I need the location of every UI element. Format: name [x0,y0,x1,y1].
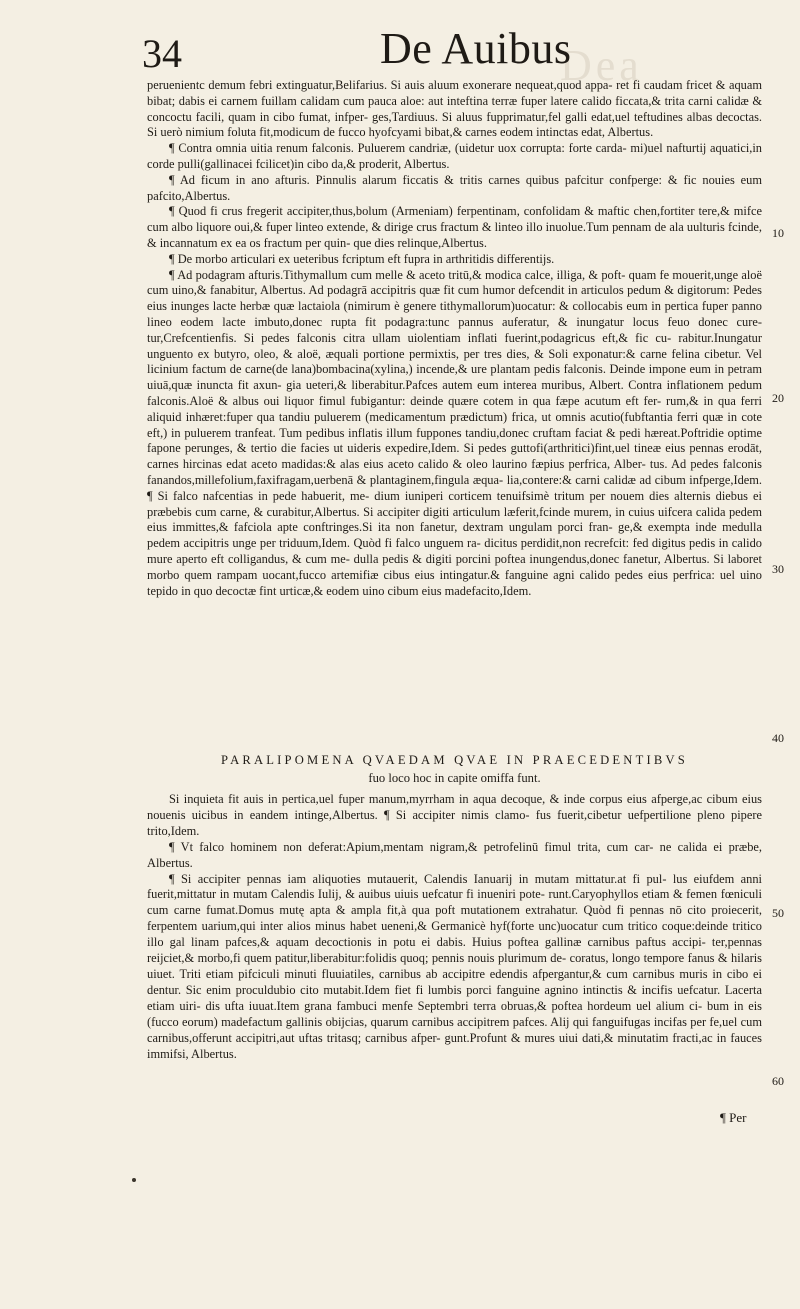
main-text [147,78,762,599]
margin-line-number: 60 [772,1074,784,1088]
supplement-text [147,792,762,1062]
catchword: ¶ Per [720,1110,747,1125]
paragraph: ¶ Si accipiter pennas iam aliquoties mutauerit, Calendis Ianuarij in mutam mittatur.at fi pul- lus eiufdem anni fuerit,mittatur in mutam Calendis Iulij, & auibus uiuis uefcatur fi inueniri pote- runt.Caryophyllos etiam & femen fœniculi cum carne fumat.Domus mutę apta & ampla fit,à qua poft mutationem extrahatur. Quòd fi pennas nō cito proiecerit, ferpentem uarium,qui inter alios minus habet ueneni,& Germanicè hyf(forte unc)uocatur cum tritico coque:deinde tritico illo gal linam pafces,& aquam decoctionis in potu ei dabis. Huius poftea gallinæ carnibus paftus accipi- ter,pennas reijciet,& morbo,fi quem patitur,liberabitur:folidis quoq; pennis nouis plurimum de- coratus, longo tempore fanus & hilaris uiuet. Triti etiam pifciculi minuti fluuiatiles, carnibus ab accipitre edendis afpergantur,& cum carnibus muris in cibo ei dentur. Sic enim proculdubio cito mutabit.Idem fiet fi lumbis porci fanguine agnino intinctis & incifis uefcatur. Lacerta etiam uiri- dis ufta iuuat.Item grana fambuci menfe Septembri terra obruas,& poftea hordeum uel alium ci- bum in eis (fucco eorum) madefactum gallinis obijcias, quarum carnibus accipitrem pafces. Alij qui fanguifugas incifas per fe,uel cum carnibus,offerunt accipitri,aut uftas tritasq; carnibus afper- gunt.Profunt & mures uiui dati,& minutatim fracti,ac in fauces immifsi, Albertus. [147,871,762,1061]
paragraph: ¶ Contra omnia uitia renum falconis. Puluerem candriæ, (uidetur uox corrupta: forte carda- mi)uel nafturtij aquatici,in corde pulli(gallinacei fcilicet)in cibo da,& proderit, Albertus. [147,141,762,171]
page-number: 34 [142,31,182,76]
page-header [130,18,670,80]
running-title: De Auibus [380,24,572,73]
paragraph: ¶ De morbo articulari ex ueteribus fcriptum eft fupra in arthritidis differentijs. [169,251,555,266]
bleed-through-text: Dea [560,41,643,90]
margin-line-number: 40 [772,731,784,745]
paragraph: ¶ Ad ficum in ano afturis. Pinnulis alarum ficcatis & tritis carnes quibus pafcitur confperge: & fic nouies eum pafcito,Albertus. [147,172,762,203]
section-subheading: fuo loco hoc in capite omiffa funt. [368,771,541,785]
margin-line-number: 30 [772,562,784,576]
ink-dot [132,1178,136,1182]
paragraph: ¶ Ad podagram afturis.Tithymallum cum melle & aceto tritū,& modica calce, illiga, & poft- quam fe mouerit,unge aloë cum uino,& fanabitur, Albertus. Ad podagrā accipitris quæ fit cum humor defcendit in articulos pedum & digitorum: Pedes eius inunges lacte herbæ quæ lactaiola (nimirum è genere tithymallorum)uocatur: & collocabis eum in pertica fuper panno lineo eodem lacte imbuto,donec rupta fit podagra:tunc pannus auferatur, & inungatur locus feuo donec cure- tur,Crefcentienfis. Si pedes falconis citra ullam uiolentiam inflati fuerint,podagricus eft,& fic cu- rabitur.Inungatur unguento ex butyro, oleo, & aloë, æquali portione permixtis, per tres dies, & Soli exponatur:& carne felina cibetur. Vel licinium factum de carne(de lana)bombacina(xylina,) incende,& ure plantam pedis falconis. Deinde impone eum in petram uiuā,quæ inuncta fit axun- gia ueteri,& liberabitur.Pafces autem eum interea muribus, Albert. Contra inflationem pedum falconis.Aloë & albus oui liquor fimul fubigantur: deinde quære cotem in qua fæpe acutum eft fer- rum,& in qua ferri aliquid inhæret:fuper qua tandiu puluerem (medicamentum prædictum) frica, ut omnis acutio(fubftantia ferri quæ in cote eft,) in puluerem tranfeat. Tum pedibus inflatis illum fuppones tandiu,donec cruftam faciat & pedi hæreat.Poftridie optime fapone perunges, & tertio die facies ut uideris expedire,Idem. Si pedes guttofi(arthritici)fint,uel tineæ eius pennas erodāt, carnes hircinas edat aceto madidas:& alas eius aceto calido & oleo laurino fæpius perfrica, Alber- tus. Ad pedes falconis fanandos,millefolium,faxifragam,uerbenā & plantaginem,fingula æqua- lia,contere:& carni calidæ ad cibum infperge,Idem. ¶ Si falco nafcentias in pede habuerit, me- dium iuniperi corticem tenuifsimè tritum per nouem dies alternis diebus ei præbebis cum carne, & curabitur,Albertus. Si accipiter digiti articulum læferit,fcinde murem, in cuius uifcera calida pedem eius immittes,& fafciola apte conftringes.Si ita non fanetur, dextram ungulam porci fran- ge,& exempta inde medulla pedem accipitris unge per triduum,Idem. Quòd fi falco unguem ra- dicitus perdidit,non recrefcit: fed digitus pedis in calido mure aperto eft colligandus, & cum me- dulla pedis & digiti porcini poftea inungendus,donec fanetur, Albertus. Si laboret morbo quem rampam uocant,fucco artemifiæ cibus eius intingatur.& fanguine agni calido pedes eius perfrica: uel uino tepido in quo decoctæ fint urticæ,& eodem uino cibum eius madefacito,Idem. [147,267,762,598]
section-heading: PARALIPOMENA QVAEDAM QVAE IN PRAECEDENTIBVS [221,753,688,767]
paragraph: ¶ Quod fi crus fregerit accipiter,thus,bolum (Armeniam) ferpentinam, confolidam & maftic chen,fortiter tere,& mifce cum albo liquore oui,& fuper linteo extende, & dirige crus fractum & linteo illo inuolue.Tum pennam de ala uulturis fcinde, & incannatum ex ea os fractum per quin- que dies relinque,Albertus. [147,204,762,250]
margin-line-number: 10 [772,226,784,240]
margin-line-number: 50 [772,906,784,920]
paragraph: peruenientc demum febri extinguatur,Belifarius. Si auis aluum exonerare nequeat,quod appa- ret fi caudam fricet & aquam bibat; dabis ei carnem fuillam calidam cum pauca aloe: aut inteftina terræ fuper latere calido ficcata,& trita carni calidæ & concoctu facili, quam in cibo fumat, infper- ges,Tardiuus. Si aluus fupprimatur,fel galli edat,uel teftudines albas decoctas. Si uerò nimium foluta fit,modicum de fucco hyofcyami bibat,& carnes eodem intinctas edat, Albertus. [147,78,762,140]
paragraph: ¶ Vt falco hominem non deferat:Apium,mentam nigram,& petrofelinū fimul trita, cum car- ne calida ei præbe, Albertus. [147,839,762,870]
margin-line-number: 20 [772,391,784,405]
paragraph: Si inquieta fit auis in pertica,uel fuper manum,myrrham in aqua decoque, & inde corpus eius afperge,ac cibum eius nouenis uicibus in eandem intinge,Albertus. ¶ Si accipiter nimis clamo- fus fuerit,cibetur uefpertilione pleno pipere trito,Idem. [147,792,762,838]
